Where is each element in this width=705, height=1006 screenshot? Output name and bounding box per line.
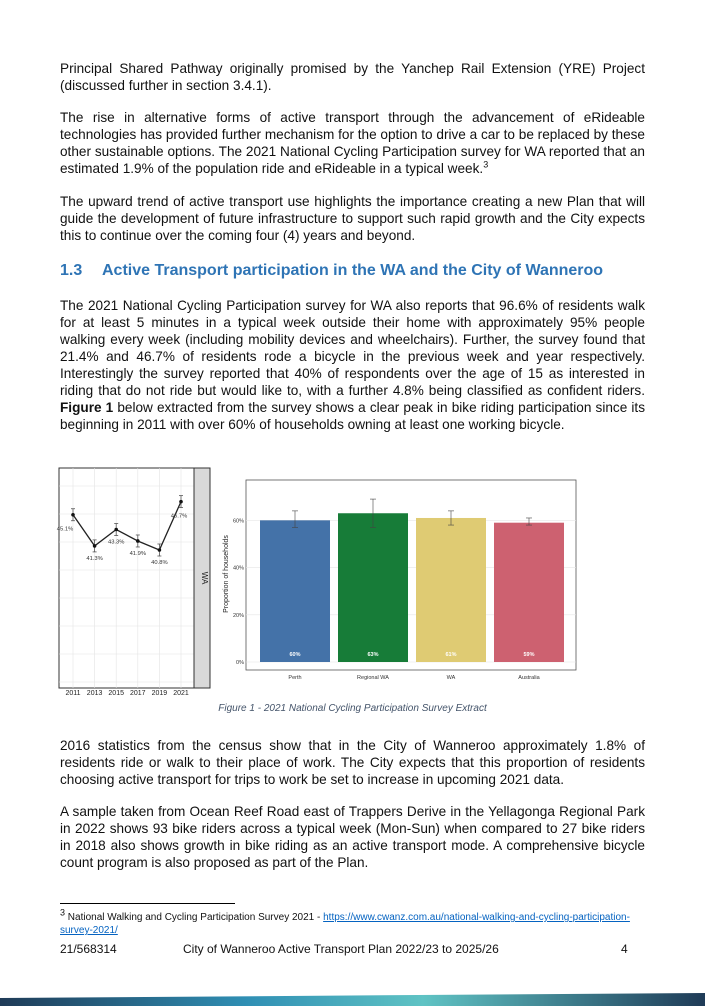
x-category-label: Australia (518, 675, 540, 681)
data-label: 40.8% (151, 560, 168, 566)
x-tick-label: 2013 (86, 690, 103, 697)
section-number: 1.3 (60, 262, 83, 279)
x-category-label: Regional WA (357, 675, 389, 681)
data-label: 46.7% (170, 513, 188, 520)
x-tick-label: 2011 (65, 690, 81, 697)
x-tick-label: 2015 (108, 690, 124, 697)
paragraph-participation-text: The 2021 National Cycling Participation survey for WA also reports that 96.6% of residents walk for at least 5 minutes in a typical week outside their home with approximately 95% people walking every week (including mobility devices and wheelchairs). Further, the survey found that 21.4% and 46.7% of residents rode a bicycle in the previous week and year respectively. Interestingly the survey reported that 40% of respondents over the age of 15 as interested in riding that do not ride but would like to, with a further 4.8% being classified as confident riders. (60, 298, 645, 398)
section-title: Active Transport participation in the WA and the City of Wanneroo (102, 262, 604, 279)
data-point (136, 539, 140, 543)
bar (494, 523, 564, 662)
section-heading (60, 262, 603, 280)
x-tick-label: 2019 (151, 690, 168, 697)
footer-page-number: 4 (621, 942, 628, 956)
footnote-ref: 3 (483, 159, 489, 170)
bar (416, 518, 486, 662)
data-point (71, 513, 75, 517)
y-tick-label: 40% (232, 565, 244, 572)
paragraph-erideable (60, 109, 645, 177)
data-point (179, 500, 183, 504)
paragraph-upward-trend: The upward trend of active transport use highlights the importance creating a new Plan that will guide the development of future infrastructure to support such rapid growth and the City expects this to continue over the coming four (4) years and beyond. (60, 194, 645, 243)
data-label: 45.1% (56, 526, 74, 533)
bar-data-label: 63% (367, 652, 379, 658)
x-category-label: Perth (288, 675, 302, 681)
footnote (60, 907, 650, 937)
data-point (114, 528, 118, 532)
panel-label: WA (200, 571, 209, 585)
y-axis-label: Proportion of households (223, 535, 230, 613)
x-tick-label: 2017 (130, 690, 146, 697)
y-tick-label: 60% (232, 518, 244, 525)
line-chart-frame (56, 468, 194, 688)
x-tick-label: 2021 (173, 690, 189, 697)
data-point (158, 548, 162, 552)
paragraph-continuation: Principal Shared Pathway originally promised by the Yanchep Rail Extension (YRE) Project (discussed further in section 3.4.1). (60, 61, 645, 93)
figure-reference: Figure 1 (60, 400, 114, 415)
footer-decorative-band (0, 990, 705, 1006)
data-point (93, 544, 97, 548)
y-tick-label: 20% (232, 612, 244, 619)
data-label: 41.3% (86, 555, 103, 562)
bar-data-label: 59% (523, 652, 535, 658)
bar-data-label: 60% (289, 652, 301, 658)
footer-title: City of Wanneroo Active Transport Plan 2022/23 to 2025/26 (183, 942, 499, 956)
data-label: 43.3% (107, 539, 125, 546)
footnote-text: National Walking and Cycling Participation Survey 2021 - (67, 912, 324, 923)
paragraph-participation-text-2: below extracted from the survey shows a clear peak in bike riding participation since its beginning in 2011 with over 60% of households owning at least one working bicycle. (60, 400, 645, 432)
bar (260, 520, 330, 662)
paragraph-ocean-reef: A sample taken from Ocean Reef Road east of Trappers Derive in the Yellagonga Regional Park in 2022 shows 93 bike riders across a typical week (Mon-Sun) when compared to 27 bike riders in 2018 also shows growth in bike riding as an active transport mode. A comprehensive bicycle count program is also proposed as part of the Plan. (60, 804, 645, 870)
footnote-separator (60, 903, 235, 904)
bar (338, 513, 408, 662)
paragraph-erideable-text: The rise in alternative forms of active transport through the advancement of eRideable technologies has provided further mechanism for the option to drive a car to be replaced by these other sustainable options. The 2021 National Cycling Participation survey for WA reported that an estimated 1.9% of the population ride and eRideable in a typical week. (60, 110, 645, 176)
bar-chart-households (220, 478, 590, 686)
line-chart-wa (55, 466, 215, 701)
footer-doc-id: 21/568314 (60, 942, 117, 956)
x-category-label: WA (446, 675, 456, 681)
footnote-number: 3 (60, 907, 66, 918)
bar-data-label: 61% (445, 652, 457, 658)
data-label: 41.9% (129, 550, 147, 557)
paragraph-census: 2016 statistics from the census show that in the City of Wanneroo approximately 1.8% of residents ride or walk to their place of work. The City expects that this proportion of residents choosing active transport for trips to work be set to increase in upcoming 2021 data. (60, 738, 645, 787)
y-tick-label: 0% (236, 660, 244, 666)
figure-caption: Figure 1 - 2021 National Cycling Participation Survey Extract (218, 703, 487, 714)
footnote-link[interactable]: https://www.cwanz.com.au/national-walking-and-cycling-participation-survey-2021/ (60, 912, 630, 936)
paragraph-participation (60, 297, 645, 433)
